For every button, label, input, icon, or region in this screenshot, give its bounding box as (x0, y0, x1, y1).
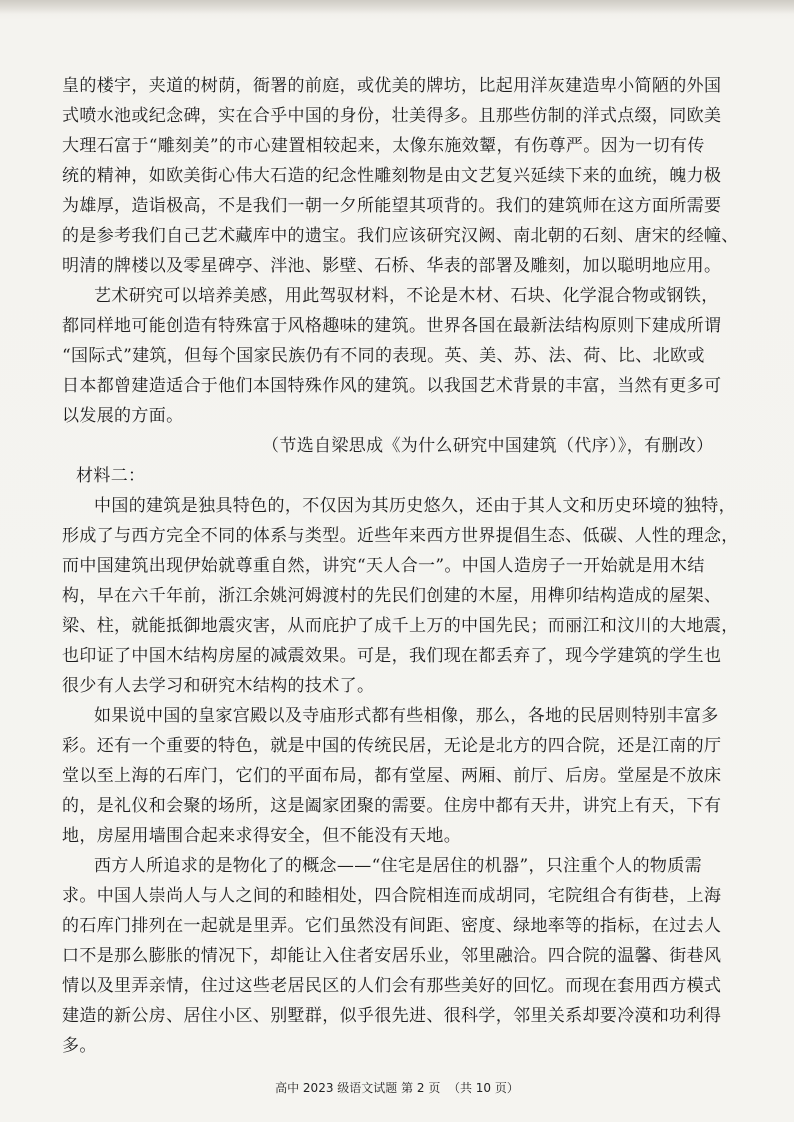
text-line: 的是参考我们自己艺术藏库中的遗宝。我们应该研究汉阙、南北朝的石刻、唐宋的经幢、 (62, 226, 739, 246)
paragraph-start: 艺术研究可以培养美感，用此驾驭材料，不论是木材、石块、化学混合物或钢铁， (94, 286, 719, 306)
text-line: 为雄厚，造诣极高，不是我们一朝一夕所能望其项背的。我们的建筑师在这方面所需要 (62, 196, 722, 216)
section-heading: 材料二： (76, 466, 146, 486)
source-citation: （节选自梁思成《为什么研究中国建筑（代序）》，有删改） (262, 436, 714, 456)
text-line: 很少有人去学习和研究木结构的技术了。 (62, 676, 375, 696)
paragraph-start: 中国的建筑是独具特色的，不仅因为其历史悠久，还由于其人文和历史环境的独特， (94, 496, 736, 516)
text-line: 堂以至上海的石库门，它们的平面布局，都有堂屋、两厢、前厅、后房。堂屋是不放床 (62, 766, 722, 786)
text-line: 梁、柱，就能抵御地震灾害，从而庇护了成千上万的中国先民；而丽江和汶川的大地震， (62, 616, 739, 636)
text-line: 构，早在六千年前，浙江余姚河姆渡村的先民们创建的木屋，用榫卯结构造成的屋架、 (62, 586, 722, 606)
text-line: 的石库门排列在一起就是里弄。它们虽然没有间距、密度、绿地率等的指标，在过去人 (62, 916, 722, 936)
text-line: “国际式”建筑，但每个国家民族仍有不同的表现。英、美、苏、法、荷、比、北欧或 (62, 346, 705, 366)
text-line: 情以及里弄亲情，住过这些老居民区的人们会有那些美好的回忆。而现在套用西方模式 (62, 976, 722, 996)
text-line: 建造的新公房、居住小区、别墅群，似乎很先进、很科学，邻里关系却要冷漠和功利得 (62, 1006, 722, 1026)
text-line: 明清的牌楼以及零星碑亭、泮池、影壁、石桥、华表的部署及雕刻，加以聪明地应用。 (62, 256, 722, 276)
paragraph-start: 如果说中国的皇家宫殿以及寺庙形式都有些相像，那么，各地的民居则特别丰富多 (94, 706, 719, 726)
text-line: 而中国建筑出现伊始就尊重自然，讲究“天人合一”。中国人造房子一开始就是用木结 (62, 556, 705, 576)
text-line: 以发展的方面。 (62, 406, 184, 426)
text-line: 多。 (62, 1036, 97, 1056)
text-line: 皇的楼宇，夹道的树荫，衙署的前庭，或优美的牌坊，比起用洋灰建造卑小简陋的外国 (62, 76, 722, 96)
text-line: 地，房屋用墙围合起来求得安全，但不能没有天地。 (62, 826, 462, 846)
text-line: 形成了与西方完全不同的体系与类型。近些年来西方世界提倡生态、低碳、人性的理念， (62, 526, 739, 546)
text-line: 大理石富于“雕刻美”的市心建置相较起来，太像东施效颦，有伤尊严。因为一切有传 (62, 136, 705, 156)
text-line: 口不是那么膨胀的情况下，却能让入住者安居乐业，邻里融洽。四合院的温馨、街巷风 (62, 946, 722, 966)
text-line: 式喷水池或纪念碑，实在合乎中国的身份，壮美得多。且那些仿制的洋式点缀，同欧美 (62, 106, 722, 126)
text-line: 彩。还有一个重要的特色，就是中国的传统民居，无论是北方的四合院，还是江南的厅 (62, 736, 722, 756)
text-line: 统的精神，如欧美街心伟大石造的纪念性雕刻物是由文艺复兴延续下来的血统，魄力极 (62, 166, 722, 186)
text-line: 求。中国人崇尚人与人之间的和睦相处，四合院相连而成胡同，宅院组合有街巷，上海 (62, 886, 722, 906)
scan-shadow (0, 0, 794, 14)
text-line: 日本都曾建造适合于他们本国特殊作风的建筑。以我国艺术背景的丰富，当然有更多可 (62, 376, 722, 396)
footer-text: 高中 2023 级语文试题 第 2 页 （共 10 页） (275, 1081, 519, 1095)
text-line: 的，是礼仪和会聚的场所，这是阖家团聚的需要。住房中都有天井，讲究上有天，下有 (62, 796, 722, 816)
paragraph-start: 西方人所追求的是物化了的概念——“住宅是居住的机器”，只注重个人的物质需 (94, 856, 702, 876)
page-footer (0, 1080, 794, 1096)
text-line: 也印证了中国木结构房屋的减震效果。可是，我们现在都丢弃了，现今学建筑的学生也 (62, 646, 722, 666)
text-line: 都同样地可能创造有特殊富于风格趣味的建筑。世界各国在最新法结构原则下建成所谓 (62, 316, 722, 336)
